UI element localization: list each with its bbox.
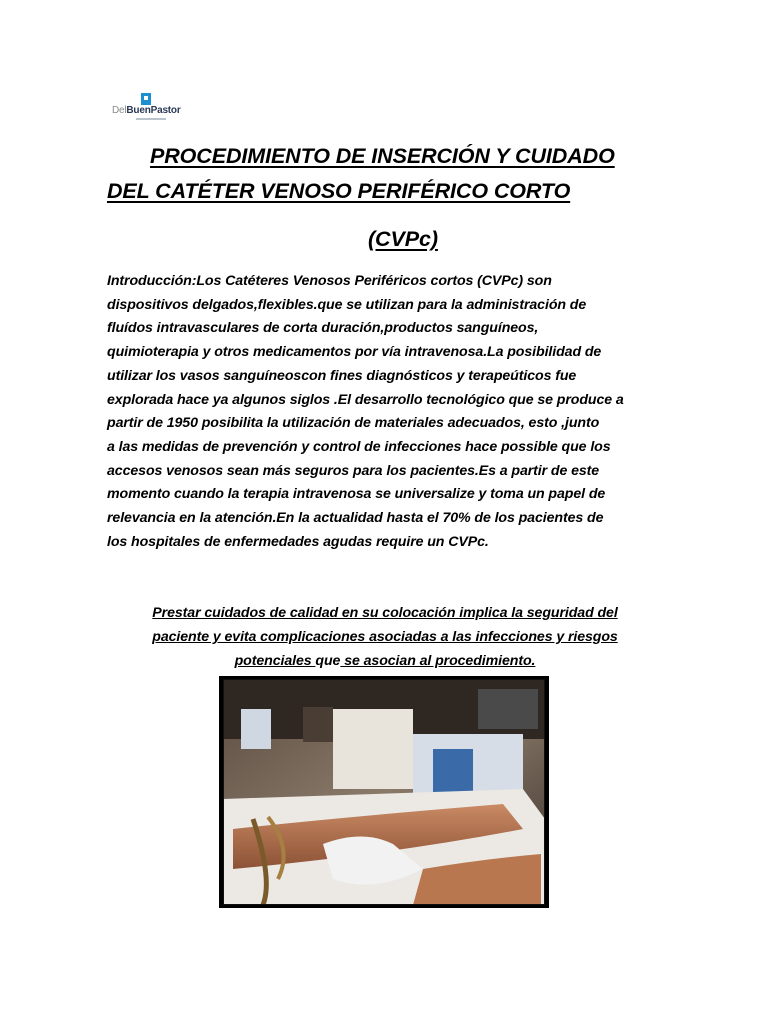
photo-venous-catheter-procedure-icon [223, 679, 545, 905]
logo-underline [136, 118, 166, 120]
intro-line: dispositivos delgados,flexibles.que se utilizan para la administración de [107, 296, 587, 313]
callout-line-1: Prestar cuidados de calidad en su colocación implica la seguridad del [152, 605, 618, 621]
intro-paragraph [107, 270, 663, 554]
title-line-1: PROCEDIMIENTO DE INSERCIÓN Y CUIDADO [150, 144, 615, 168]
intro-line: a las medidas de prevención y control de infecciones hace possible que los [107, 438, 611, 455]
intro-line: quimioterapia y otros medicamentos por vía intravenosa.La posibilidad de [107, 344, 602, 361]
intro-line: fluídos intravasculares de corta duración,productos sanguíneos, [107, 320, 539, 337]
logo [112, 93, 192, 127]
logo-mark-icon [141, 93, 151, 105]
callout-line-3-part-b: que [315, 653, 341, 669]
intro-line: accesos venosos sean más seguros para los pacientes.Es a partir de este [107, 462, 600, 479]
callout-line-3 [120, 649, 650, 673]
intro-line: explorada hace ya algunos siglos .El desarrollo tecnológico que se produce a [107, 391, 624, 408]
intro-line: partir de 1950 posibilita la utilización de materiales adecuados, esto ,junto [107, 415, 600, 432]
title-line-3: (CVPc) [368, 227, 438, 251]
intro-line: utilizar los vasos sanguíneoscon fines diagnósticos y terapeúticos fue [107, 367, 577, 384]
procedure-photo [219, 676, 549, 908]
logo-text-buen-pastor: BuenPastor [126, 105, 181, 116]
callout-statement [120, 601, 650, 673]
intro-line: relevancia en la atención.En la actualidad hasta el 70% de los pacientes de [107, 510, 604, 527]
logo-text-del: Del [112, 105, 127, 116]
intro-line: Introducción:Los Catéteres Venosos Periféricos cortos (CVPc) son [107, 273, 552, 289]
callout-line-2: paciente y evita complicaciones asociadas a las infecciones y riesgos [152, 629, 618, 645]
callout-line-3-part-a: potenciales [234, 653, 316, 669]
intro-line: momento cuando la terapia intravenosa se universalize y toma un papel de [107, 486, 606, 503]
logo-text [112, 105, 181, 116]
title-line-2: DEL CATÉTER VENOSO PERIFÉRICO CORTO [107, 179, 571, 203]
intro-line: los hospitales de enfermedades agudas require un CVPc. [107, 533, 489, 550]
callout-line-3-part-c: se asocian al procedimiento. [340, 653, 536, 669]
